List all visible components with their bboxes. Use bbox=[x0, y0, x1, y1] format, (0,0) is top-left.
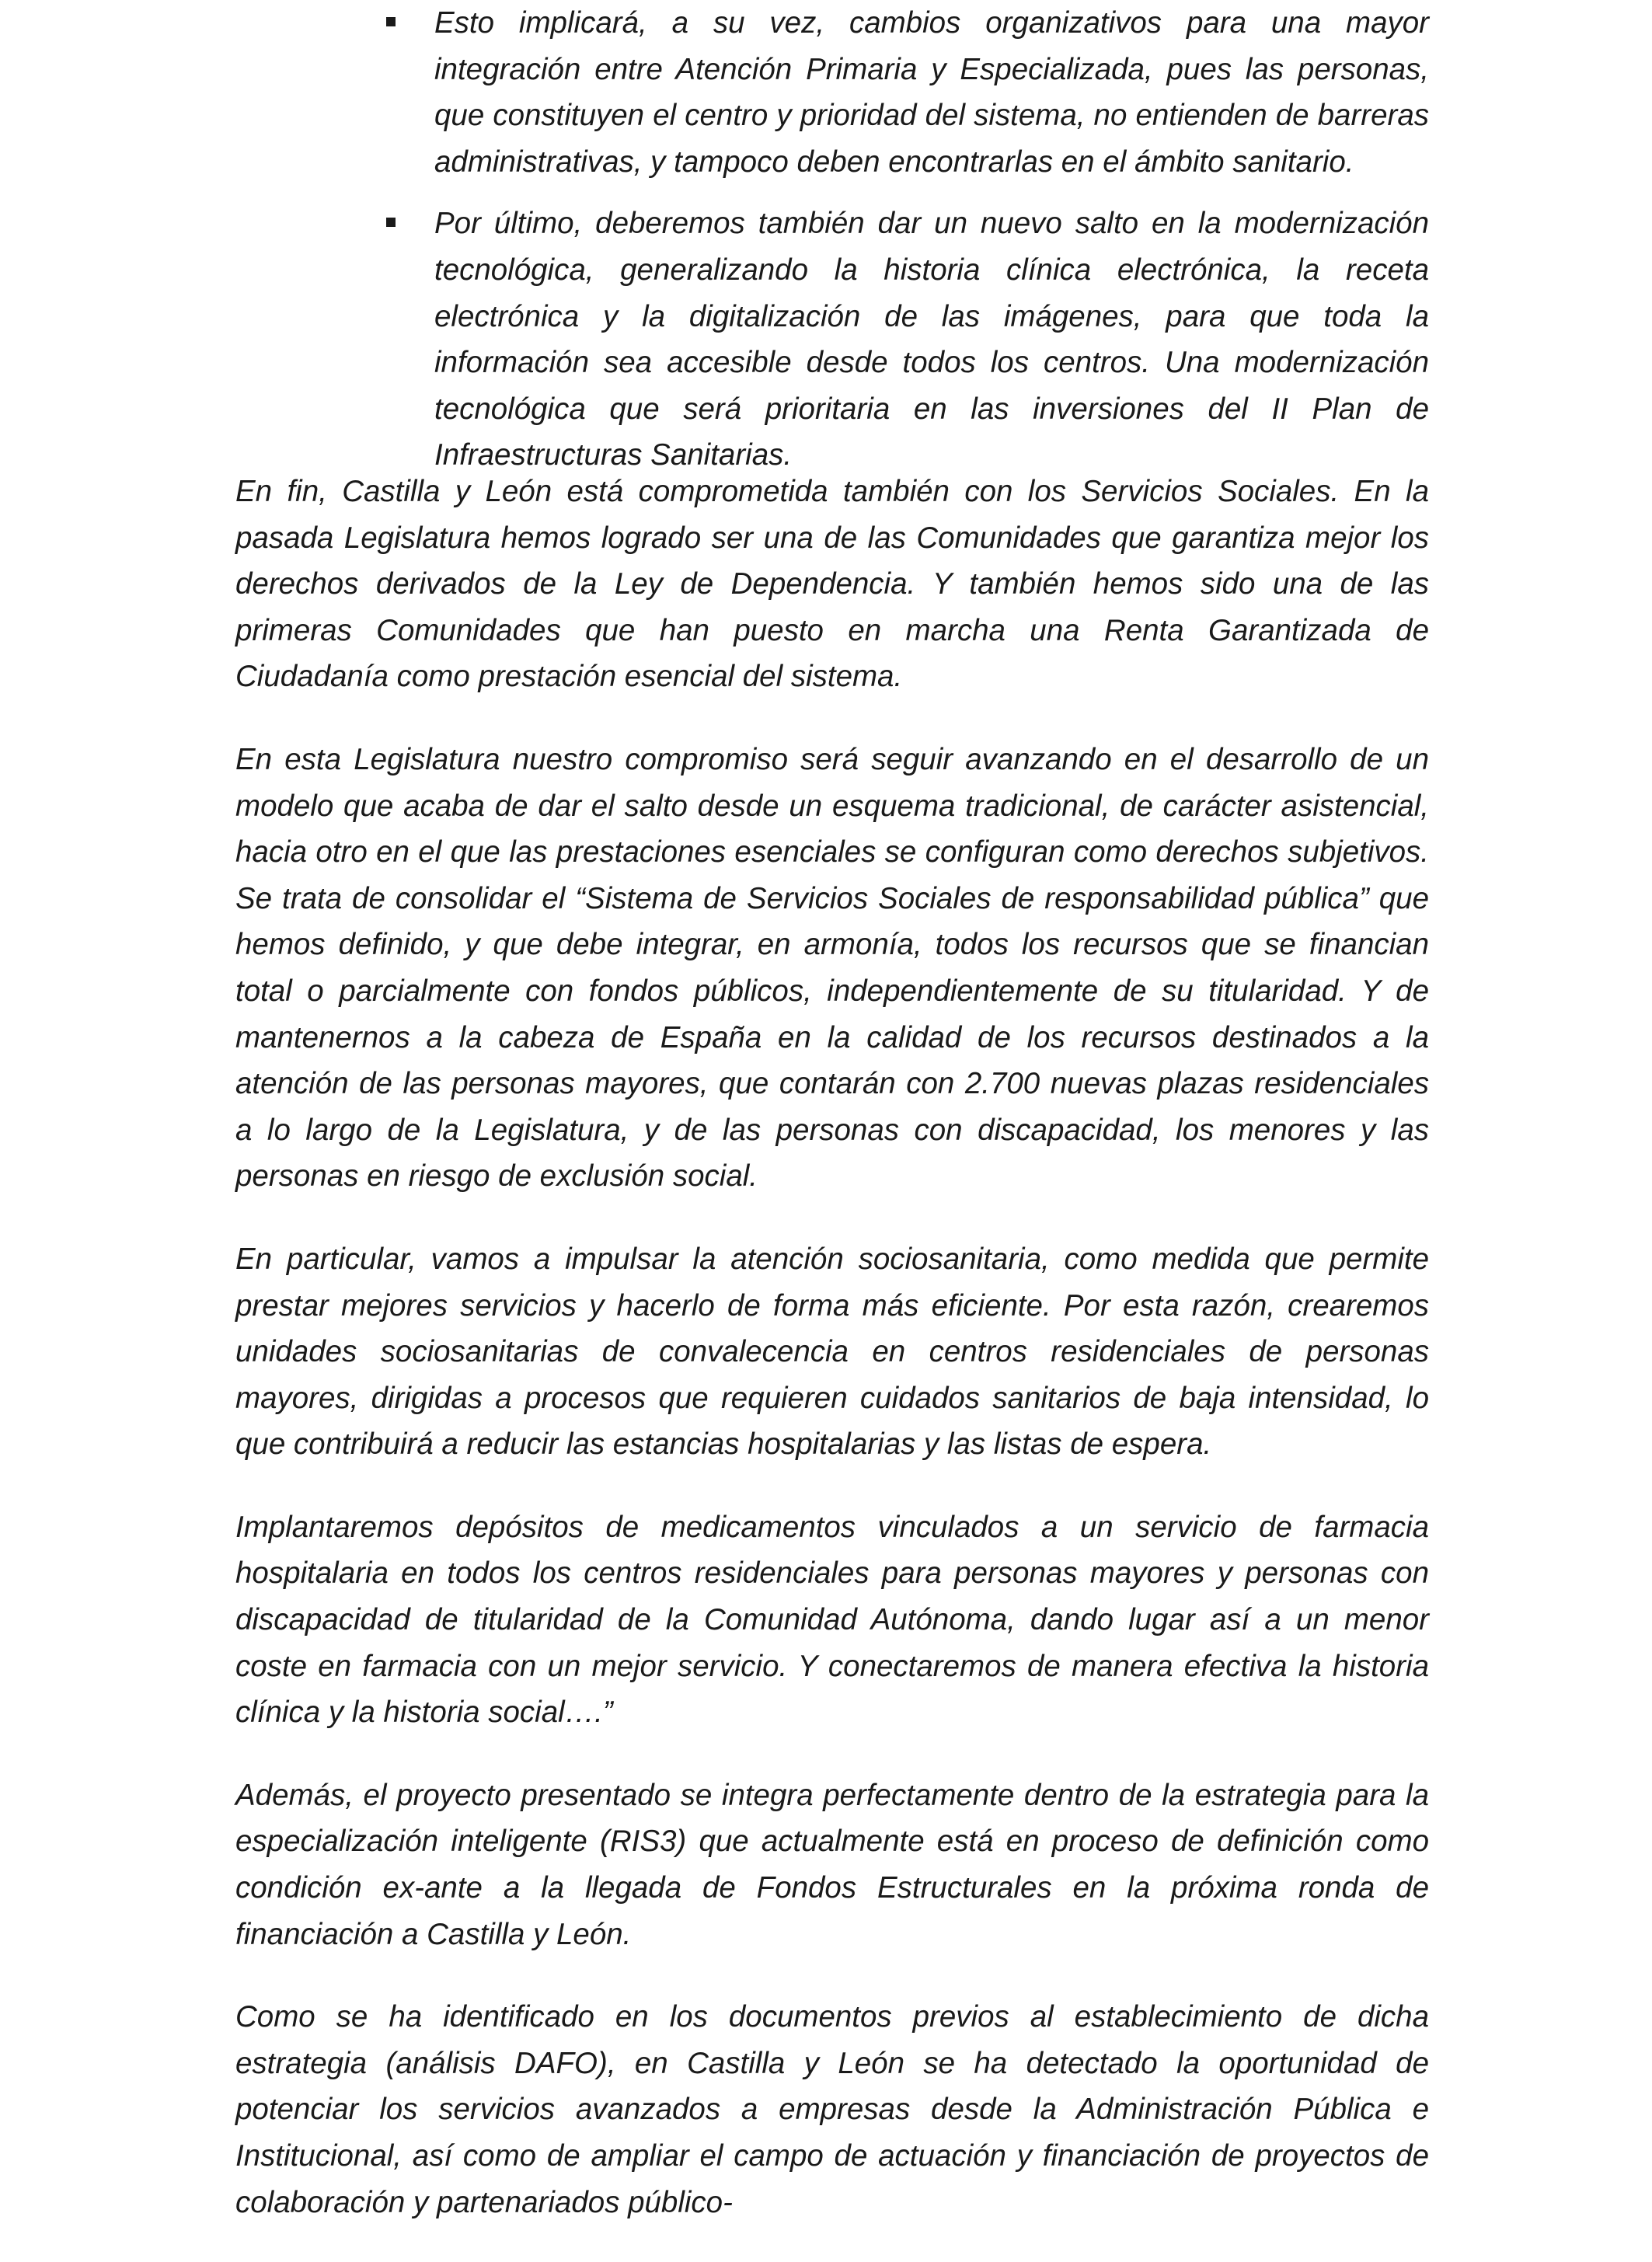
bullet-text: Esto implicará, a su vez, cambios organizativos para una mayor integración entre Atención Primaria y Especializada, pues las personas, que constituyen el centro y prioridad del sistema, no entienden de barreras administrativas, y tampoco deben encontrarlas en el ámbito sanitario. bbox=[434, 6, 1429, 179]
paragraph-social-services: En fin, Castilla y León está comprometida también con los Servicios Sociales. En la pasada Legislatura hemos logrado ser una de las Comunidades que garantiza mejor los derechos derivados de la Ley de Dependencia. Y también hemos sido una de las primeras Comunidades que han puesto en marcha una Renta Garantizada de Ciudadanía como prestación esencial del sistema. bbox=[235, 475, 1429, 694]
bullet-item-organizational-changes bbox=[382, 0, 1429, 185]
bullet-list bbox=[382, 0, 1429, 494]
paragraph-dafo-analysis: Como se ha identificado en los documentos previos al establecimiento de dicha estrategia (análisis DAFO), en Castilla y León se ha detectado la oportunidad de potenciar los servicios avanzados a empresas desde la Administración Pública e Institucional, así como de ampliar el campo de actuación y financiación de proyectos de colaboración y partenariados público- bbox=[235, 2000, 1429, 2219]
paragraph-sociosanitary-care: En particular, vamos a impulsar la atención sociosanitaria, como medida que permite prestar mejores servicios y hacerlo de forma más eficiente. Por esta razón, crearemos unidades sociosanitarias de convalecencia en centros residenciales de personas mayores, dirigidas a procesos que requieren cuidados sanitarios de baja intensidad, lo que contribuirá a reducir las estancias hospitalarias y las listas de espera. bbox=[235, 1242, 1429, 1462]
body-paragraphs bbox=[235, 469, 1429, 2262]
paragraph-ris3-strategy: Además, el proyecto presentado se integra perfectamente dentro de la estrategia para la especialización inteligente (RIS3) que actualmente está en proceso de definición como condición ex-ante a la llegada de Fondos Estructurales en la próxima ronda de financiación a Castilla y León. bbox=[235, 1778, 1429, 1951]
bullet-item-tech-modernization bbox=[382, 200, 1429, 479]
paragraph-legislature-commitment: En esta Legislatura nuestro compromiso será seguir avanzando en el desarrollo de un modelo que acaba de dar el salto desde un esquema tradicional, de carácter asistencial, hacia otro en el que las prestaciones esenciales se configuran como derechos subjetivos. Se trata de consolidar el “Sistema de Servicios Sociales de responsabilidad pública” que hemos definido, y que debe integrar, en armonía, todos los recursos que se financian total o parcialmente con fondos públicos, independientemente de su titularidad. Y de mantenernos a la cabeza de España en la calidad de los recursos destinados a la atención de las personas mayores, que contarán con 2.700 nuevas plazas residenciales a lo largo de la Legislatura, y de las personas con discapacidad, los menores y las personas en riesgo de exclusión social. bbox=[235, 742, 1429, 1194]
paragraph-medication-deposits: Implantaremos depósitos de medicamentos vinculados a un servicio de farmacia hospitalaria en todos los centros residenciales para personas mayores y personas con discapacidad de titularidad de la Comunidad Autónoma, dando lugar así a un menor coste en farmacia con un mejor servicio. Y conectaremos de manera efectiva la historia clínica y la historia social….” bbox=[235, 1510, 1429, 1730]
square-bullet-icon bbox=[386, 17, 396, 26]
square-bullet-icon bbox=[386, 218, 396, 227]
bullet-text: Por último, deberemos también dar un nuevo salto en la modernización tecnológica, generalizando la historia clínica electrónica, la receta electrónica y la digitalización de las imágenes, para que toda la información sea accesible desde todos los centros. Una modernización tecnológica que será prioritaria en las inversiones del II Plan de Infraestructuras Sanitarias. bbox=[434, 207, 1429, 472]
